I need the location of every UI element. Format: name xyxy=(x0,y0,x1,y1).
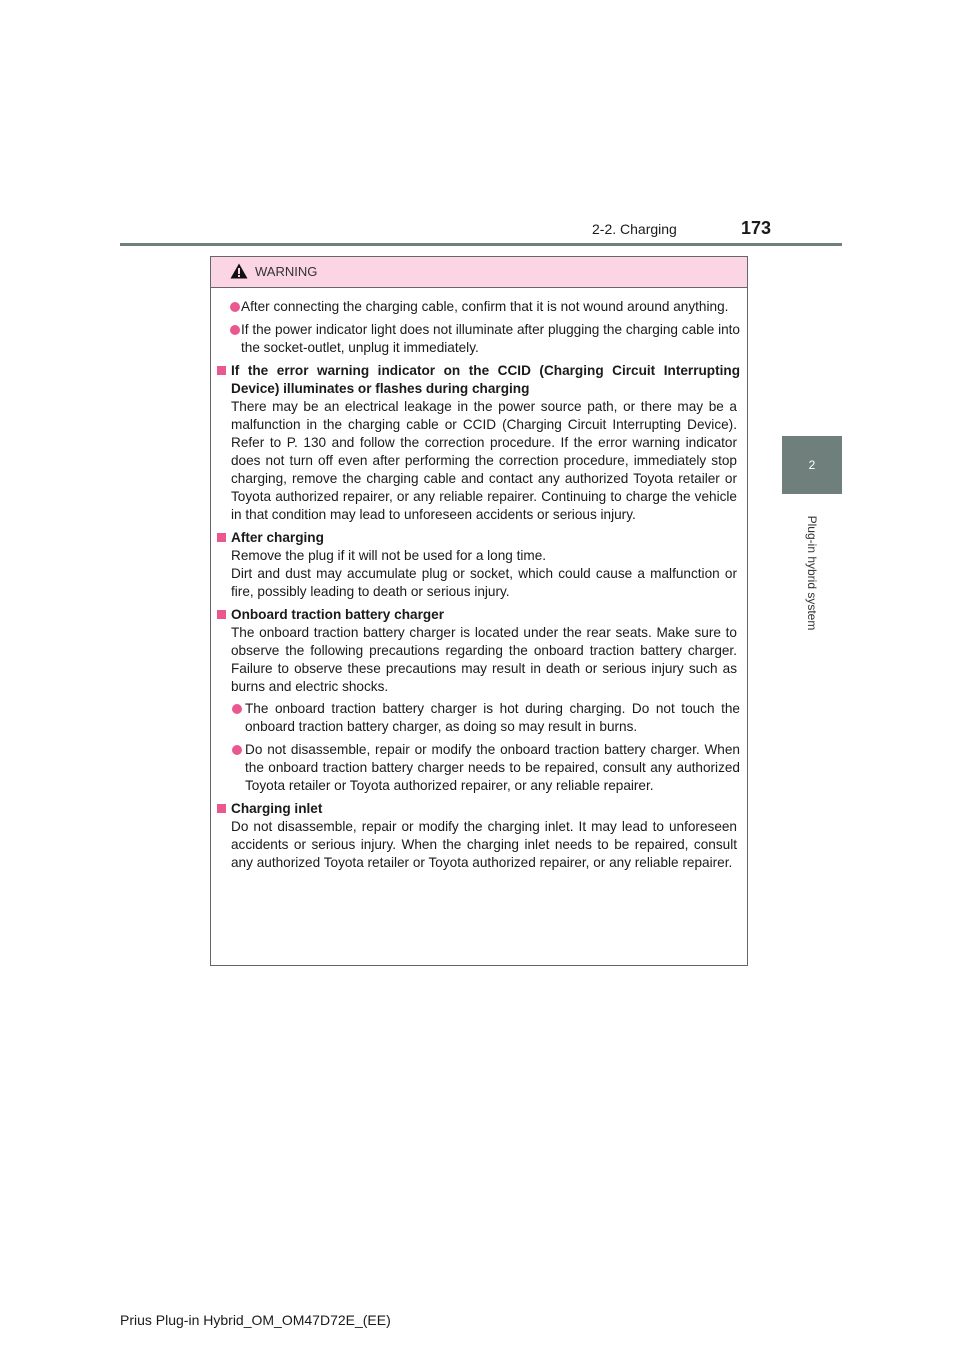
section-text: Do not disassemble, repair or modify the charging inlet. It may lead to unforeseen accidents or serious injury. When the charging inlet needs to be repaired, consult any authorized Toyota retailer or Toyota authorized repairer, or any reliable repairer. xyxy=(231,819,737,870)
section-onboard-charger xyxy=(215,606,740,795)
section-heading: If the error warning indicator on the CCID (Charging Circuit Interrupting Device) illuminates or flashes during charging xyxy=(231,363,740,396)
chapter-label xyxy=(802,503,822,643)
list-item xyxy=(215,321,740,357)
section-text: Remove the plug if it will not be used for a long time. xyxy=(231,548,547,563)
section-text: There may be an electrical leakage in the power source path, or there may be a malfunction in the charging cable or CCID (Charging Circuit Interrupting Device). Refer to P. 130 and follow the correction procedure. If the error warning indicator does not turn off even after performing the correction procedure, immediately stop charging, remove the charging cable and contact any authorized Toyota retailer or Toyota authorized repairer, or any reliable repairer. Continuing to charge the vehicle in that condition may lead to unforeseen accidents or serious injury. xyxy=(231,399,737,522)
section-marker-icon xyxy=(217,610,226,619)
list-item xyxy=(231,741,740,795)
warning-body xyxy=(211,288,747,872)
document-id: Prius Plug-in Hybrid_OM_OM47D72E_(EE) xyxy=(120,1312,391,1328)
list-item-text: The onboard traction battery charger is hot during charging. Do not touch the onboard traction battery charger, as doing so may result in burns. xyxy=(245,701,740,734)
warning-title: WARNING xyxy=(255,264,318,279)
section-title: 2-2. Charging xyxy=(592,221,677,237)
section-text: Dirt and dust may accumulate plug or socket, which could cause a malfunction or fire, possibly leading to death or serious injury. xyxy=(231,566,737,599)
section-heading: Charging inlet xyxy=(231,801,323,816)
section-marker-icon xyxy=(217,366,226,375)
section-ccid-error xyxy=(215,362,740,524)
list-item xyxy=(215,298,740,316)
page-number: 173 xyxy=(741,218,772,238)
list-item-text: If the power indicator light does not illuminate after plugging the charging cable into the socket-outlet, unplug it immediately. xyxy=(241,322,740,355)
bullet-icon xyxy=(232,704,242,714)
list-item xyxy=(231,700,740,736)
warning-header xyxy=(211,257,747,288)
bullet-icon xyxy=(230,325,240,335)
section-text: The onboard traction battery charger is located under the rear seats. Make sure to observe the following precautions regarding the onboard traction battery charger. Failure to observe these precautions may result in death or serious injury such as burns and electric shocks. xyxy=(231,625,737,694)
bullet-icon xyxy=(232,745,242,755)
section-marker-icon xyxy=(217,533,226,542)
warning-box xyxy=(210,256,748,966)
header-divider xyxy=(120,243,842,246)
section-after-charging xyxy=(215,529,740,601)
chapter-tab: 2 xyxy=(782,436,842,494)
list-item-text: Do not disassemble, repair or modify the onboard traction battery charger. When the onboard traction battery charger needs to be repaired, consult any authorized Toyota retailer or Toyota authorized repairer, or any reliable repairer. xyxy=(245,742,740,793)
section-charging-inlet xyxy=(215,800,740,872)
warning-triangle-icon xyxy=(230,263,248,279)
chapter-label-text: Plug-in hybrid system xyxy=(805,515,819,631)
section-marker-icon xyxy=(217,804,226,813)
list-item-text: After connecting the charging cable, confirm that it is not wound around anything. xyxy=(241,299,729,314)
section-heading: After charging xyxy=(231,530,324,545)
bullet-icon xyxy=(230,302,240,312)
section-heading: Onboard traction battery charger xyxy=(231,607,445,622)
